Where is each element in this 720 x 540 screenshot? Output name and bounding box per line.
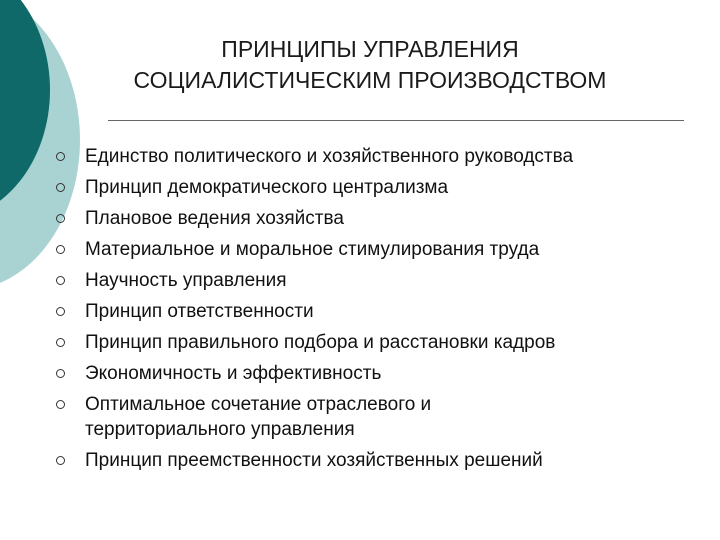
list-item-text: Экономичность и эффективность: [85, 363, 382, 384]
bullet-circle-icon: [56, 307, 65, 316]
list-item: [56, 448, 706, 473]
list-item-text: Оптимальное сочетание отраслевого и территориального управления: [85, 394, 432, 440]
list-item: [56, 392, 525, 442]
list-item-text: Научность управления: [85, 270, 287, 291]
title-line-2: СОЦИАЛИСТИЧЕСКИМ ПРОИЗВОДСТВОМ: [133, 67, 607, 93]
list-item: [56, 175, 706, 200]
principles-list: [56, 144, 706, 479]
bullet-circle-icon: [56, 276, 65, 285]
list-item-text: Плановое ведения хозяйства: [85, 208, 344, 229]
bullet-circle-icon: [56, 456, 65, 465]
list-item: [56, 237, 706, 262]
list-item-text: Принцип демократического централизма: [85, 177, 449, 198]
bullet-circle-icon: [56, 245, 65, 254]
bullet-circle-icon: [56, 400, 65, 409]
list-item: [56, 361, 706, 386]
bullet-circle-icon: [56, 214, 65, 223]
list-item-text: Принцип преемственности хозяйственных решений: [85, 450, 543, 471]
bullet-circle-icon: [56, 338, 65, 347]
list-item-text: Единство политического и хозяйственного руководства: [85, 146, 574, 167]
list-item: [56, 330, 706, 355]
bullet-circle-icon: [56, 183, 65, 192]
bullet-circle-icon: [56, 369, 65, 378]
list-item: [56, 299, 706, 324]
list-item: [56, 144, 706, 169]
list-item-text: Принцип ответственности: [85, 301, 314, 322]
slide-title: [60, 34, 680, 96]
list-item: [56, 206, 706, 231]
list-item: [56, 268, 706, 293]
title-divider: [108, 120, 684, 121]
list-item-text: Принцип правильного подбора и расстановки кадров: [85, 332, 556, 353]
list-item-text: Материальное и моральное стимулирования труда: [85, 239, 540, 260]
title-line-1: ПРИНЦИПЫ УПРАВЛЕНИЯ: [221, 36, 519, 62]
bullet-circle-icon: [56, 152, 65, 161]
